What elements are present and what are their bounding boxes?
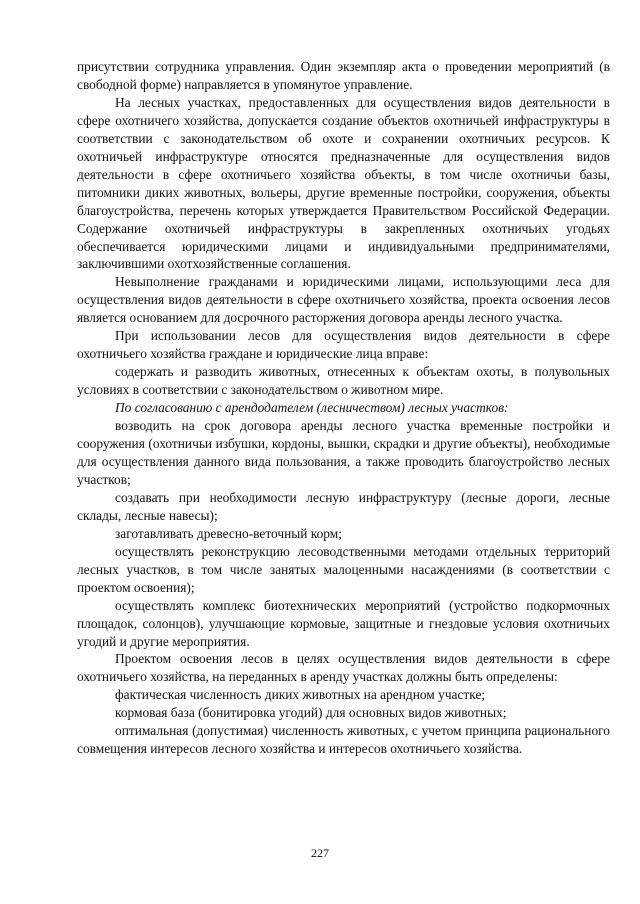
document-body [77, 58, 610, 758]
paragraph-temporary-buildings: возводить на срок договора аренды лесного участка временные постройки и сооружения (охотничьи избушки, кордоны, вышки, скрадки и другие объекты), необходимые для осуществления данного вида пользования, а также проводить благоустройство лесных участков; [77, 418, 610, 487]
paragraph-reconstruction: осуществлять реконструкцию лесоводственными методами отдельных территорий лесных участков, в том числе занятых малоценными насаждениями (в соответствии с проектом освоения); [77, 543, 610, 595]
paragraph-project-definitions: Проектом освоения лесов в целях осуществления видов деятельности в сфере охотничьего хозяйства, на переданных в аренду участках должны быть определены: [77, 651, 610, 685]
paragraph-hunting-infrastructure: На лесных участках, предоставленных для осуществления видов деятельности в сфере охотничего хозяйства, допускается создание объектов охотничьей инфраструктуры в соответствии с законодательством об охоте и сохранении охотничьих ресурсов. К охотничьей инфраструктуре относятся предназначенные для осуществления видов деятельности в сфере охотничьего хозяйства объекты, в том числе охотничьи базы, питомники диких животных, вольеры, другие временные постройки, сооружения, объекты благоустройства, перечень которых утверждается Правительством Российской Федерации. Содержание охотничьей инфраструктуры в закрепленных охотничьих угодьях обеспечивается юридическими лицами и индивидуальными предпринимателями, заключившими охотхозяйственные соглашения. [77, 94, 610, 272]
paragraph-non-compliance: Невыполнение гражданами и юридическими лицами, использующими леса для осуществления видов деятельности в сфере охотничьего хозяйства, проекта освоения лесов является основанием для досрочного расторжения договора аренды лесного участка. [77, 274, 610, 326]
paragraph-rights-intro: При использовании лесов для осуществления видов деятельности в сфере охотничьего хозяйства граждане и юридические лица вправе: [77, 328, 610, 362]
page-number: 227 [311, 846, 329, 860]
paragraph-actual-population: фактическая численность диких животных на арендном участке; [115, 687, 486, 703]
paragraph-optimal-population: оптимальная (допустимая) численность животных, с учетом принципа рационального совмещения интересов лесного хозяйства и интересов охотничьего хозяйства. [77, 723, 610, 757]
paragraph-forest-infrastructure: создавать при необходимости лесную инфраструктуру (лесные дороги, лесные склады, лесные навесы); [77, 489, 610, 523]
paragraph-branch-fodder: заготавливать древесно-веточный корм; [115, 525, 342, 541]
paragraph-agreement-heading: По согласованию с арендодателем (лесничеством) лесных участков: [115, 400, 509, 416]
paragraph-forage-base: кормовая база (бонитировка угодий) для основных видов животных; [115, 705, 507, 721]
paragraph-continuation: присутствии сотрудника управления. Один экземпляр акта о проведении мероприятий (в свободной форме) направляется в упомянутое управление. [77, 59, 610, 92]
paragraph-biotechnical-measures: осуществлять комплекс биотехнических мероприятий (устройство подкормочных площадок, солонцов), улучшающие кормовые, защитные и гнездовые условия охотничьих угодий и другие мероприятия. [77, 597, 610, 649]
paragraph-breeding-animals: содержать и разводить животных, отнесенных к объектам охоты, в полувольных условиях в соответствии с законодательством о животном мире. [77, 364, 610, 398]
